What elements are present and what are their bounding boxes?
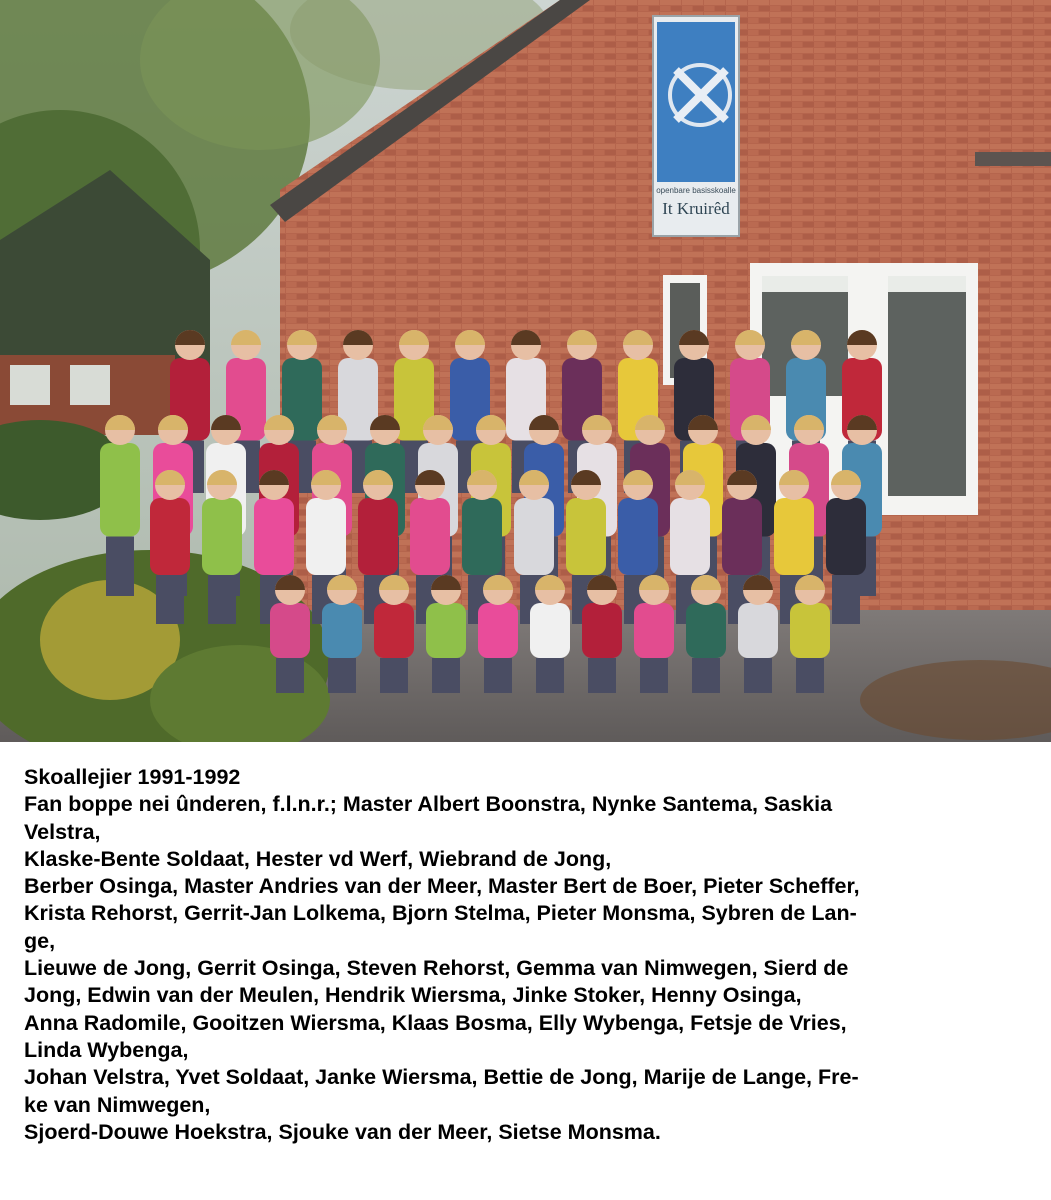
person-body xyxy=(426,603,466,658)
person-body xyxy=(410,498,450,575)
person-body xyxy=(150,498,190,575)
person-legs xyxy=(832,575,860,624)
caption-line: Fan boppe nei ûnderen, f.l.n.r.; Master Albert Boonstra, Nynke Santema, Saskia xyxy=(24,792,833,817)
person-legs xyxy=(208,575,236,624)
person-legs xyxy=(484,658,512,693)
person-body xyxy=(634,603,674,658)
person-legs xyxy=(432,658,460,693)
person-legs xyxy=(106,537,134,597)
person-body xyxy=(306,498,346,575)
caption-line: Velstra, xyxy=(24,819,101,844)
person-legs xyxy=(744,658,772,693)
caption-line: Krista Rehorst, Gerrit-Jan Lolkema, Bjorn Stelma, Pieter Monsma, Sybren de Lan- xyxy=(24,901,857,926)
person-body xyxy=(670,498,710,575)
person-body xyxy=(514,498,554,575)
person-body xyxy=(202,498,242,575)
caption-line: ge, xyxy=(24,928,56,953)
person-legs xyxy=(156,575,184,624)
person-legs xyxy=(328,658,356,693)
person-body xyxy=(358,498,398,575)
person-body xyxy=(254,498,294,575)
person-body xyxy=(462,498,502,575)
person-body xyxy=(322,603,362,658)
person-body xyxy=(722,498,762,575)
person-body xyxy=(826,498,866,575)
person-legs xyxy=(796,658,824,693)
caption-line: Anna Radomile, Gooitzen Wiersma, Klaas Bosma, Elly Wybenga, Fetsje de Vries, xyxy=(24,1010,847,1035)
person-body xyxy=(774,498,814,575)
caption-line: Sjoerd-Douwe Hoekstra, Sjouke van der Meer, Sietse Monsma. xyxy=(24,1119,661,1144)
caption-line: Berber Osinga, Master Andries van der Meer, Master Bert de Boer, Pieter Scheffer, xyxy=(24,874,860,899)
photo-caption xyxy=(24,764,1034,1146)
person-body xyxy=(582,603,622,658)
person-legs xyxy=(692,658,720,693)
sign-school-name: It Kruirêd xyxy=(662,199,730,218)
person-body xyxy=(270,603,310,658)
caption-line: ke van Nimwegen, xyxy=(24,1092,211,1117)
person-legs xyxy=(536,658,564,693)
caption-line: Johan Velstra, Yvet Soldaat, Janke Wiersma, Bettie de Jong, Marije de Lange, Fre- xyxy=(24,1065,859,1090)
caption-line: Jong, Edwin van der Meulen, Hendrik Wiersma, Jinke Stoker, Henny Osinga, xyxy=(24,983,802,1008)
person-legs xyxy=(380,658,408,693)
caption-line: Lieuwe de Jong, Gerrit Osinga, Steven Rehorst, Gemma van Nimwegen, Sierd de xyxy=(24,956,849,981)
caption-title: Skoallejier 1991-1992 xyxy=(24,765,241,789)
person-legs xyxy=(640,658,668,693)
person-body xyxy=(686,603,726,658)
sign-small-text: openbare basisskoalle xyxy=(656,186,736,195)
person-body xyxy=(618,498,658,575)
person-body xyxy=(478,603,518,658)
caption-line: Klaske-Bente Soldaat, Hester vd Werf, Wiebrand de Jong, xyxy=(24,846,612,871)
caption-line: Linda Wybenga, xyxy=(24,1037,189,1062)
person-body xyxy=(530,603,570,658)
person-legs xyxy=(588,658,616,693)
person-body xyxy=(738,603,778,658)
person-body xyxy=(374,603,414,658)
person-body xyxy=(566,498,606,575)
person-body xyxy=(100,443,140,537)
person-legs xyxy=(276,658,304,693)
person-body xyxy=(790,603,830,658)
